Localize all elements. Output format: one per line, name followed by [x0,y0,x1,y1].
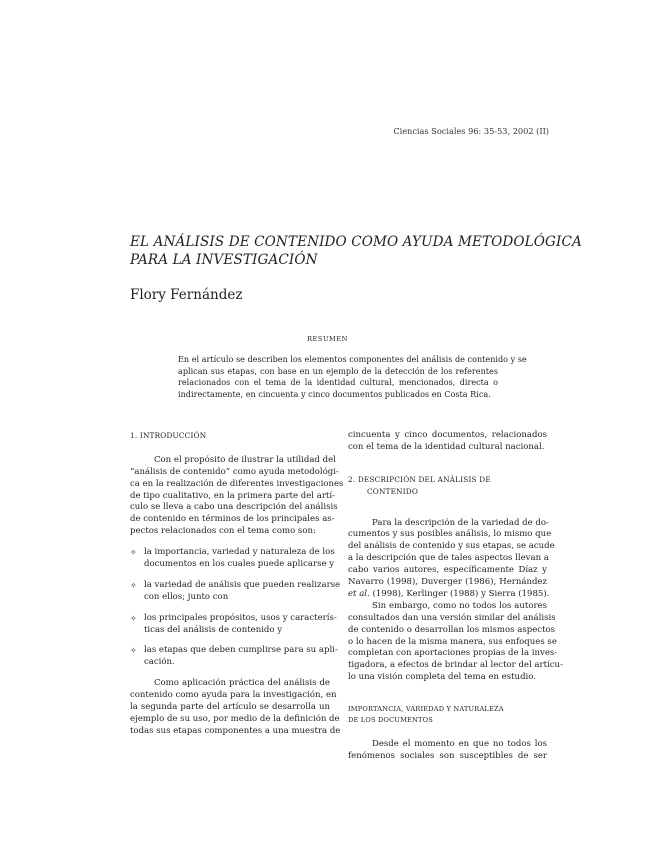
abstract-text [178,354,527,401]
left-column [130,430,344,738]
paragraph-line: a la descripción que de tales aspectos llevan a [348,553,549,564]
paragraph-line: culo se lleva a cabo una descripción del análisis [130,502,338,513]
paragraph-line: de contenido o desarrollan los mismos aspectos [348,624,556,635]
bullet-line: con ellos; junto con [144,591,229,602]
abstract-heading: RESUMEN [307,335,348,343]
abstract-line: En el artículo se describen los elementos componentes del análisis de contenido y se [178,354,527,364]
paragraph-line: ca en la realización de diferentes investigaciones [130,478,344,489]
diamond-bullet-icon: ✧ [130,548,137,558]
paragraph-line: Sin embargo, como no todos los autores [372,600,547,611]
section-heading-line: 2. DESCRIPCIÓN DEL ANÁLISIS DE [348,474,491,484]
section-heading-line: CONTENIDO [367,486,419,496]
paragraph-line [348,588,550,601]
subsection-heading-line: DE LOS DOCUMENTOS [348,716,433,725]
italic-text: et al. [348,588,370,599]
title-line: EL ANÁLISIS DE CONTENIDO COMO AYUDA METODOLÓGICA [130,234,582,250]
paragraph-line: fenómenos sociales son susceptibles de ser [348,750,547,761]
abstract-line: relacionados con el tema de la identidad cultural, mencionados, directa o [178,377,498,388]
paragraph-line: Con el propósito de ilustrar la utilidad del [154,454,336,465]
section-heading-introduccion: 1. INTRODUCCIÓN [130,431,207,440]
paragraph-line: de tipo cualitativo, en la primera parte del artí- [130,490,335,501]
bullet-item [130,547,335,571]
bullet-line: la importancia, variedad y naturaleza de los [144,547,335,558]
paragraph-line: completan con aportaciones propias de la inves- [348,648,558,659]
paragraph-line: cincuenta y cinco documentos, relacionados [348,430,547,440]
journal-citation: Ciencias Sociales 96: 35-53, 2002 (II) [393,126,549,136]
paragraph-text: (1998), Kerlinger (1988) y Sierra (1985). [369,588,550,599]
author-name: Flory Fernández [130,287,243,303]
bullet-item [130,645,338,669]
bullet-item [130,579,341,604]
bullet-item [130,612,337,637]
section-heading-descripcion [348,474,547,498]
paragraph-line: todas sus etapas componentes a una muestra de [130,725,341,736]
paragraph-line: lo una visión completa del tema en estudio. [348,672,536,683]
bullet-line: las etapas que deben cumplirse para su apli- [144,645,338,656]
paragraph-line: pectos relacionados con el tema como son: [130,526,316,537]
paragraph-line: Navarro (1998), Duverger (1986), Hernández [348,577,547,588]
title-line: PARA LA INVESTIGACIÓN [130,252,318,268]
paragraph-line: “análisis de contenido” como ayuda metodológi- [130,466,339,477]
diamond-bullet-icon: ✧ [130,580,137,590]
bullet-line: cación. [144,657,175,668]
subsection-heading-line: IMPORTANCIA, VARIEDAD Y NATURALEZA [348,705,504,714]
paragraph-line: consultados dan una versión similar del análisis [348,612,556,623]
right-column [348,430,563,763]
bullet-line: documentos en los cuales puede aplicarse y [144,559,335,570]
paragraph-line: contenido como ayuda para la investigación, en [130,690,337,701]
diamond-bullet-icon: ✧ [130,646,137,656]
paragraph-line: de contenido en términos de los principales as- [130,514,335,525]
paragraph-line: Como aplicación práctica del análisis de [154,678,330,689]
paragraph-line: con el tema de la identidad cultural nacional. [348,441,545,452]
paragraph-line: Para la descripción de la variedad de do- [372,517,549,528]
bullet-line: ticas del análisis de contenido y [144,624,283,635]
paragraph-line: ejemplo de su uso, por medio de la definición de [130,713,340,724]
abstract-line: indirectamente, en cincuenta y cinco documentos publicados en Costa Rica. [178,389,491,400]
paragraph-line: o lo hacen de la misma manera, sus enfoques se [348,636,557,647]
diamond-bullet-icon: ✧ [130,613,137,623]
bullet-line: los principales propósitos, usos y caracterís- [144,612,337,623]
paragraph-line: cumentos y sus posibles análisis, lo mismo que [348,529,552,540]
subsection-heading [348,704,547,726]
paragraph-line: cabo varios autores, específicamente Díaz y [348,565,547,576]
bullet-line: la variedad de análisis que pueden realizarse [144,579,341,590]
paragraph-line: tigadora, a efectos de brindar al lector del artícu- [348,660,563,671]
paragraph-line: del análisis de contenido y sus etapas, se acude [348,541,555,552]
paragraph-line: Desde el momento en que no todos los [372,739,547,750]
abstract-line: aplican sus etapas, con base en un ejemplo de la detección de los referentes [178,365,498,376]
paragraph-line: la segunda parte del artículo se desarrolla un [130,702,330,713]
article-title [130,233,582,269]
